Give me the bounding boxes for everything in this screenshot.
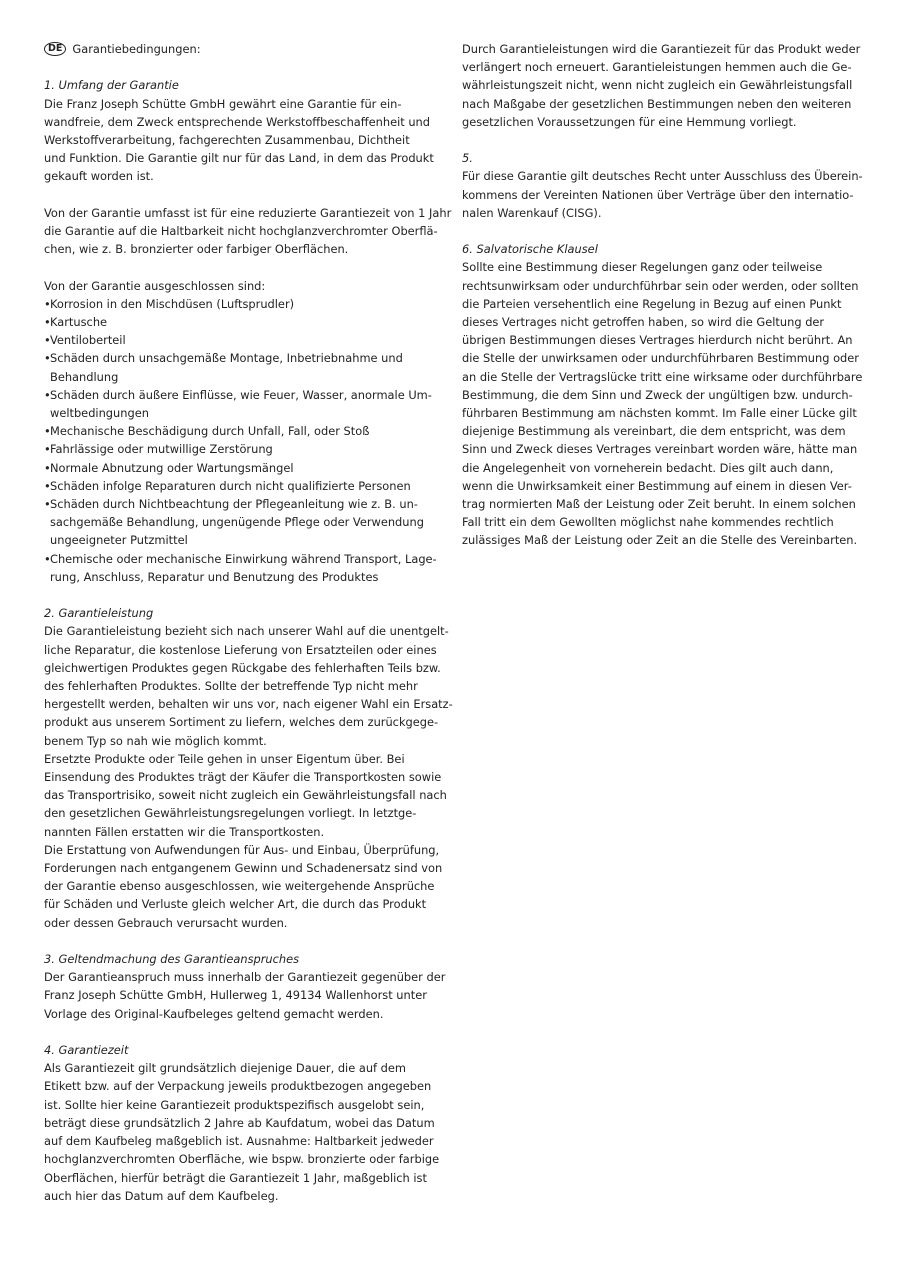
text-line: das Transportrisiko, soweit nicht zugleich ein Gewährleistungsfall nach: [44, 788, 447, 803]
text-line: gekauft worden ist.: [44, 169, 154, 184]
spacer: [462, 131, 862, 149]
text-line: Bestimmung, die dem Sinn und Zweck der ungültigen bzw. undurch-: [462, 387, 853, 402]
text-line: die Garantie auf die Haltbarkeit nicht hochglanzverchromter Oberflä-: [44, 224, 438, 238]
spacer: [44, 58, 449, 76]
text-line: Fall tritt ein dem Gewollten möglichst nahe kommendes rechtlich: [462, 515, 834, 530]
text-line: an die Stelle der Vertragslücke tritt eine wirksame oder durchführbare: [462, 369, 863, 384]
text-line: wandfreie, dem Zweck entsprechende Werkstoffbeschaffenheit und: [44, 114, 430, 129]
text-line: auf dem Kaufbeleg maßgeblich ist. Ausnahme: Haltbarkeit jedweder: [44, 1134, 434, 1149]
list-item-continuation: weltbedingungen: [50, 406, 149, 421]
list-item-continuation: sachgemäße Behandlung, ungenügende Pflege oder Verwendung: [50, 515, 424, 530]
text-line: nalen Warenkauf (CISG).: [462, 205, 602, 220]
left-column: [44, 40, 453, 1205]
text-line: Franz Joseph Schütte GmbH, Hullerweg 1, 49134 Wallenhorst unter: [44, 988, 427, 1003]
list-item: • Chemische oder mechanische Einwirkung während Transport, Lage-: [44, 550, 449, 568]
language-badge-de: DE: [44, 42, 66, 56]
text-line: hergestellt werden, behalten wir uns vor, nach eigener Wahl ein Ersatz-: [44, 697, 453, 712]
document-title: Garantiebedingungen:: [72, 42, 201, 56]
text-line: Für diese Garantie gilt deutsches Recht unter Ausschluss des Überein-: [462, 169, 863, 184]
list-item: • Schäden durch Nichtbeachtung der Pflegeanleitung wie z. B. un-: [44, 495, 449, 513]
list-item: • Schäden durch unsachgemäße Montage, Inbetriebnahme und: [44, 349, 449, 367]
text-line: oder dessen Gebrauch verursacht wurden.: [44, 915, 288, 930]
spacer: [462, 222, 862, 240]
text-line: kommens der Vereinten Nationen über Verträge über den internatio-: [462, 187, 854, 202]
section-heading: 2. Garantieleistung: [44, 606, 154, 621]
text-line: des fehlerhaften Produktes. Sollte der betreffende Typ nicht mehr: [44, 679, 418, 694]
text-line: der Garantie ebenso ausgeschlossen, wie weitergehende Ansprüche: [44, 879, 435, 894]
text-line: benem Typ so nah wie möglich kommt.: [44, 733, 267, 748]
text-line: Die Garantieleistung bezieht sich nach unserer Wahl auf die unentgelt-: [44, 624, 449, 639]
text-line: chen, wie z. B. bronzierter oder farbiger Oberflächen.: [44, 242, 349, 257]
text-line: diejenige Bestimmung als vereinbart, die dem entspricht, was dem: [462, 424, 846, 439]
section-heading: 4. Garantiezeit: [44, 1043, 129, 1058]
text-line: Durch Garantieleistungen wird die Garantiezeit für das Produkt weder: [462, 42, 861, 56]
text-line: Oberflächen, hierfür beträgt die Garantiezeit 1 Jahr, maßgeblich ist: [44, 1170, 427, 1185]
text-line: ist. Sollte hier keine Garantiezeit produktspezifisch ausgelobt sein,: [44, 1097, 425, 1112]
spacer: [44, 586, 449, 604]
text-line: Die Franz Joseph Schütte GmbH gewährt eine Garantie für ein-: [44, 96, 402, 111]
text-line: gesetzlichen Voraussetzungen für eine Hemmung vorliegt.: [462, 114, 797, 129]
list-item: • Mechanische Beschädigung durch Unfall, Fall, oder Stoß: [44, 422, 449, 440]
document-header: [44, 40, 449, 58]
spacer: [44, 258, 449, 276]
text-line: Etikett bzw. auf der Verpackung jeweils produktbezogen angegeben: [44, 1079, 432, 1094]
list-item: • Schäden durch äußere Einflüsse, wie Feuer, Wasser, anormale Um-: [44, 386, 449, 404]
spacer: [44, 1023, 449, 1041]
list-item: • Schäden infolge Reparaturen durch nicht qualifizierte Personen: [44, 477, 449, 495]
list-item: • Fahrlässige oder mutwillige Zerstörung: [44, 440, 449, 458]
text-line: Von der Garantie ausgeschlossen sind:: [44, 278, 266, 293]
list-item-continuation: rung, Anschluss, Reparatur und Benutzung des Produktes: [50, 569, 379, 584]
text-line: produkt aus unserem Sortiment zu liefern, welches dem zurückgege-: [44, 715, 439, 730]
text-line: Ersetzte Produkte oder Teile gehen in unser Eigentum über. Bei: [44, 751, 405, 766]
text-line: den gesetzlichen Gewährleistungsregelungen vorliegt. In letztge-: [44, 806, 417, 821]
text-line: nach Maßgabe der gesetzlichen Bestimmungen neben den weiteren: [462, 96, 852, 111]
text-line: Sinn und Zweck dieses Vertrages vereinbart worden wäre, hätte man: [462, 442, 858, 457]
text-line: gleichwertigen Produktes gegen Rückgabe des fehlerhaften Teils bzw.: [44, 660, 441, 675]
text-line: auch hier das Datum auf dem Kaufbeleg.: [44, 1188, 279, 1203]
text-line: die Parteien versehentlich eine Regelung in Bezug auf einen Punkt: [462, 296, 842, 311]
section-heading: 6. Salvatorische Klausel: [462, 242, 598, 257]
spacer: [44, 932, 449, 950]
text-line: wenn die Unwirksamkeit einer Bestimmung auf einem in diesen Ver-: [462, 478, 852, 493]
text-line: verlängert noch erneuert. Garantieleistungen hemmen auch die Ge-: [462, 60, 852, 75]
text-line: beträgt diese grundsätzlich 2 Jahre ab Kaufdatum, wobei das Datum: [44, 1115, 435, 1130]
list-item: • Normale Abnutzung oder Wartungsmängel: [44, 459, 449, 477]
text-line: liche Reparatur, die kostenlose Lieferung von Ersatzteilen oder eines: [44, 642, 437, 657]
text-line: Der Garantieanspruch muss innerhalb der Garantiezeit gegenüber der: [44, 970, 446, 985]
text-line: dieses Vertrages nicht getroffen haben, so wird die Geltung der: [462, 315, 825, 330]
text-line: Forderungen nach entgangenem Gewinn und Schadenersatz sind von: [44, 861, 443, 876]
section-heading: 5.: [462, 151, 473, 166]
text-line: zulässiges Maß der Leistung oder Zeit an die Stelle des Vereinbarten.: [462, 533, 858, 548]
spacer: [44, 186, 449, 204]
list-item-continuation: Behandlung: [50, 369, 119, 384]
text-line: die Angelegenheit von vorneherein bedacht. Dies gilt auch dann,: [462, 460, 834, 475]
list-item: • Ventiloberteil: [44, 331, 449, 349]
list-item: • Kartusche: [44, 313, 449, 331]
list-item-continuation: ungeeigneter Putzmittel: [50, 533, 188, 548]
text-line: hochglanzverchromten Oberfläche, wie bspw. bronzierte oder farbige: [44, 1152, 440, 1167]
text-line: übrigen Bestimmungen dieses Vertrages hierdurch nicht berührt. An: [462, 333, 853, 348]
text-line: währleistungszeit nicht, wenn nicht zugleich ein Gewährleistungsfall: [462, 78, 853, 93]
text-line: Von der Garantie umfasst ist für eine reduzierte Garantiezeit von 1 Jahr: [44, 205, 452, 220]
text-line: und Funktion. Die Garantie gilt nur für das Land, in dem das Produkt: [44, 151, 434, 166]
text-line: Einsendung des Produktes trägt der Käufer die Transportkosten sowie: [44, 770, 442, 785]
right-column: [462, 40, 862, 550]
text-line: Vorlage des Original-Kaufbeleges geltend gemacht werden.: [44, 1006, 384, 1021]
text-line: Sollte eine Bestimmung dieser Regelungen ganz oder teilweise: [462, 260, 823, 275]
text-line: die Stelle der unwirksamen oder undurchführbaren Bestimmung oder: [462, 351, 859, 366]
text-line: rechtsunwirksam oder undurchführbar sein oder werden, oder sollten: [462, 278, 859, 293]
text-line: nannten Fällen erstatten wir die Transportkosten.: [44, 824, 325, 839]
list-item: • Korrosion in den Mischdüsen (Luftsprudler): [44, 295, 449, 313]
section-heading: 3. Geltendmachung des Garantieanspruches: [44, 952, 300, 967]
text-line: Die Erstattung von Aufwendungen für Aus- und Einbau, Überprüfung,: [44, 842, 440, 857]
text-line: für Schäden und Verluste gleich welcher Art, die durch das Produkt: [44, 897, 427, 912]
section-heading: 1. Umfang der Garantie: [44, 78, 179, 93]
text-line: trag normierten Maß der Leistung oder Zeit beruht. In einem solchen: [462, 497, 856, 512]
text-line: Werkstoffverarbeitung, fachgerechten Zusammenbau, Dichtheit: [44, 133, 410, 147]
text-line: Als Garantiezeit gilt grundsätzlich diejenige Dauer, die auf dem: [44, 1061, 407, 1076]
text-line: führbaren Bestimmung am nächsten kommt. Im Falle einer Lücke gilt: [462, 406, 857, 421]
